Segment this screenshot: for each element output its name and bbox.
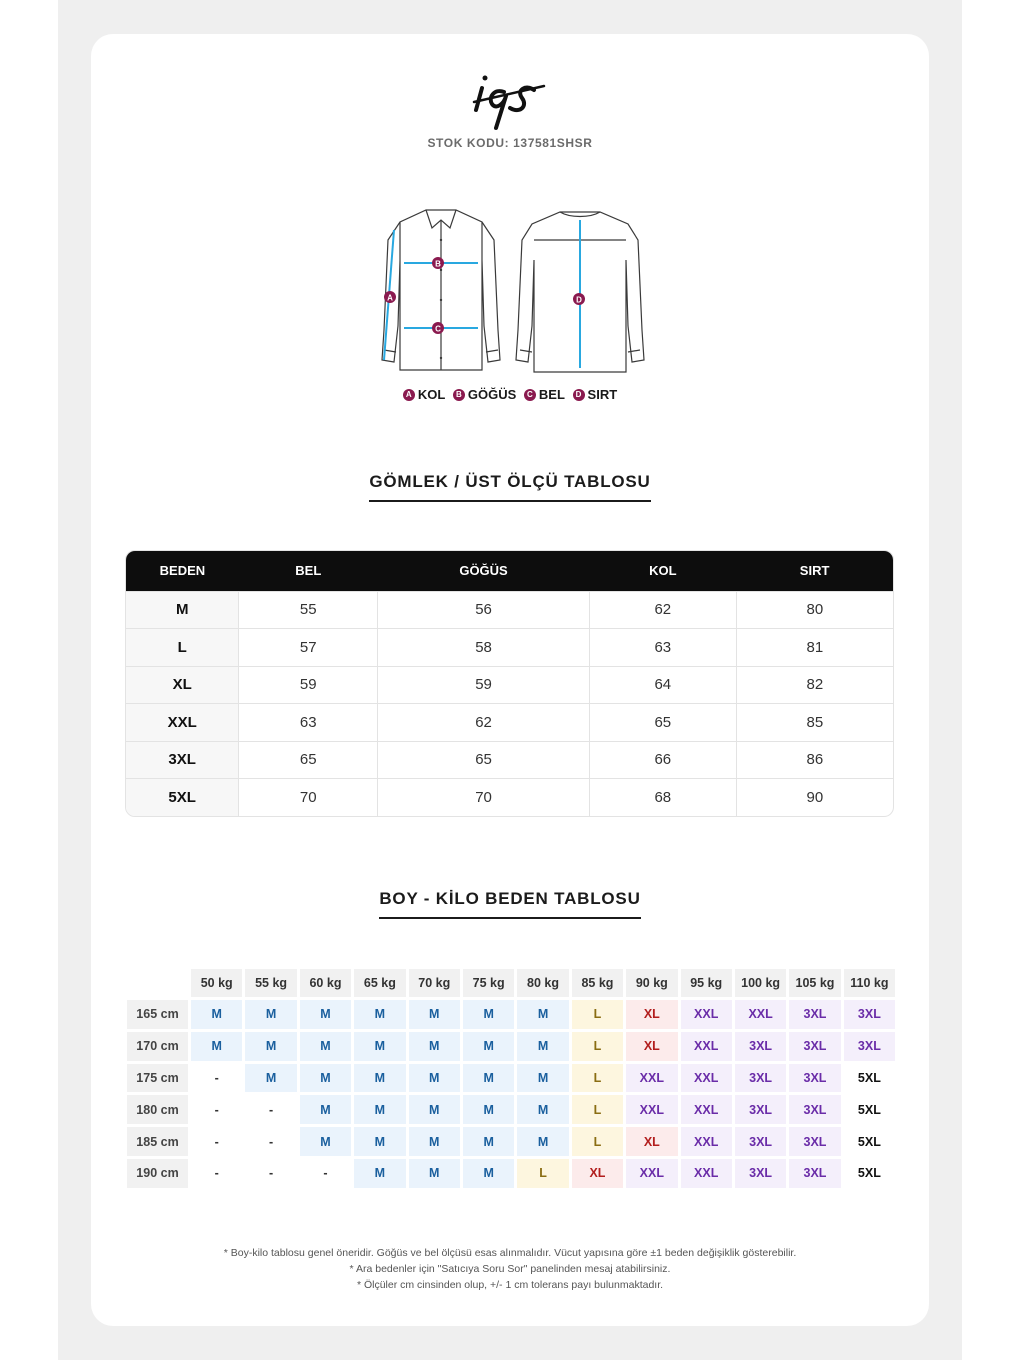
table-row: [127, 1064, 895, 1093]
front-shirt-illustration: [382, 210, 500, 370]
height-header: 165 cm: [127, 1000, 188, 1029]
size-recommendation-cell: -: [191, 1159, 242, 1188]
size-recommendation-cell: M: [354, 1000, 405, 1029]
size-recommendation-cell: -: [245, 1159, 296, 1188]
size-recommendation-cell: M: [354, 1095, 405, 1124]
size-recommendation-cell: 3XL: [844, 1000, 895, 1029]
measure-cell: 57: [239, 629, 378, 667]
size-recommendation-cell: L: [572, 1095, 623, 1124]
size-recommendation-cell: M: [409, 1095, 460, 1124]
size-recommendation-cell: M: [463, 1127, 514, 1156]
size-recommendation-cell: M: [463, 1000, 514, 1029]
weight-header: 90 kg: [626, 969, 677, 997]
size-recommendation-cell: XXL: [735, 1000, 786, 1029]
size-recommendation-cell: 5XL: [844, 1064, 895, 1093]
header-bel: BEL: [239, 551, 378, 591]
measure-cell: 68: [589, 779, 736, 817]
size-recommendation-cell: 3XL: [735, 1127, 786, 1156]
header-kol: KOL: [589, 551, 736, 591]
measure-cell: 62: [589, 591, 736, 629]
size-recommendation-cell: M: [354, 1064, 405, 1093]
measure-cell: 86: [736, 741, 893, 779]
size-recommendation-cell: XXL: [681, 1127, 732, 1156]
weight-header: 100 kg: [735, 969, 786, 997]
measure-cell: 59: [378, 666, 590, 704]
footnote: * Ölçüler cm cinsinden olup, +/- 1 cm tolerans payı bulunmaktadır.: [356, 1279, 664, 1291]
weight-header: 80 kg: [517, 969, 568, 997]
table-row: [127, 1127, 895, 1156]
measure-cell: 59: [239, 666, 378, 704]
size-recommendation-cell: -: [191, 1064, 242, 1093]
size-recommendation-cell: M: [354, 1159, 405, 1188]
size-table-title: [0, 472, 1020, 502]
size-recommendation-cell: XXL: [681, 1000, 732, 1029]
size-recommendation-cell: L: [572, 1000, 623, 1029]
size-recommendation-cell: L: [572, 1127, 623, 1156]
legend-label: KOL: [417, 387, 446, 402]
size-recommendation-cell: 5XL: [844, 1159, 895, 1188]
measure-cell: 64: [589, 666, 736, 704]
measure-cell: 65: [589, 704, 736, 742]
size-cell: 3XL: [126, 741, 239, 779]
size-recommendation-cell: M: [517, 1000, 568, 1029]
header-sirt: SIRT: [736, 551, 893, 591]
size-recommendation-cell: XXL: [681, 1159, 732, 1188]
measure-cell: 65: [239, 741, 378, 779]
size-recommendation-cell: L: [572, 1032, 623, 1061]
table-row: [127, 1000, 895, 1029]
table-row: [126, 666, 893, 704]
measure-cell: 82: [736, 666, 893, 704]
table-row: [126, 779, 893, 817]
measure-cell: 80: [736, 591, 893, 629]
size-table-header-row: [126, 551, 893, 591]
size-recommendation-cell: M: [517, 1064, 568, 1093]
size-recommendation-cell: XXL: [681, 1095, 732, 1124]
size-recommendation-cell: -: [300, 1159, 351, 1188]
weight-header: 50 kg: [191, 969, 242, 997]
measure-cell: 65: [378, 741, 590, 779]
weight-header: 65 kg: [354, 969, 405, 997]
size-recommendation-cell: 3XL: [789, 1032, 840, 1061]
legend-marker: D: [573, 389, 585, 401]
header-gogus: GÖĞÜS: [378, 551, 590, 591]
size-recommendation-cell: M: [300, 1064, 351, 1093]
size-recommendation-cell: M: [245, 1032, 296, 1061]
svg-text:B: B: [435, 259, 441, 269]
size-recommendation-cell: L: [517, 1159, 568, 1188]
size-recommendation-cell: XL: [626, 1127, 677, 1156]
measure-cell: 70: [378, 779, 590, 817]
height-header: 175 cm: [127, 1064, 188, 1093]
height-header: 170 cm: [127, 1032, 188, 1061]
size-recommendation-cell: M: [517, 1095, 568, 1124]
size-recommendation-cell: -: [191, 1127, 242, 1156]
table-row: [127, 1095, 895, 1124]
header-beden: BEDEN: [126, 551, 239, 591]
weight-header: 55 kg: [245, 969, 296, 997]
size-recommendation-cell: M: [300, 1032, 351, 1061]
legend-label: SIRT: [587, 387, 618, 402]
measure-cell: 63: [239, 704, 378, 742]
size-recommendation-cell: XXL: [681, 1064, 732, 1093]
size-recommendation-cell: M: [191, 1000, 242, 1029]
legend-item-sirt: [573, 387, 618, 402]
height-header: 185 cm: [127, 1127, 188, 1156]
size-cell: L: [126, 629, 239, 667]
size-cell: XXL: [126, 704, 239, 742]
table-row: [126, 629, 893, 667]
size-cell: 5XL: [126, 779, 239, 817]
legend-label: BEL: [538, 387, 565, 402]
size-recommendation-cell: XXL: [626, 1095, 677, 1124]
size-recommendation-cell: 3XL: [789, 1159, 840, 1188]
size-table: [125, 550, 894, 817]
shirt-measurement-diagram: [370, 200, 650, 380]
measure-markers: [384, 257, 585, 334]
table-row: [127, 1032, 895, 1061]
size-recommendation-cell: XL: [626, 1000, 677, 1029]
size-recommendation-cell: 3XL: [789, 1000, 840, 1029]
legend-marker: B: [453, 389, 465, 401]
measure-cell: 66: [589, 741, 736, 779]
measurement-legend: [0, 385, 1020, 402]
size-cell: M: [126, 591, 239, 629]
measure-cell: 56: [378, 591, 590, 629]
height-header: 180 cm: [127, 1095, 188, 1124]
measure-cell: 90: [736, 779, 893, 817]
legend-item-kol: [403, 387, 445, 402]
table-row: [127, 1159, 895, 1188]
legend-item-gogus: [453, 387, 516, 402]
footnote: * Boy-kilo tablosu genel öneridir. Göğüs ve bel ölçüsü esas alınmalıdır. Vücut yapısına göre ±1 beden değişiklik gösterebilir.: [223, 1247, 797, 1259]
boy-kilo-table: [124, 966, 898, 1191]
legend-marker: C: [524, 389, 536, 401]
weight-header: 105 kg: [789, 969, 840, 997]
measure-cell: 70: [239, 779, 378, 817]
size-recommendation-cell: L: [572, 1064, 623, 1093]
table-row: [126, 704, 893, 742]
size-recommendation-cell: 3XL: [735, 1159, 786, 1188]
measure-cell: 81: [736, 629, 893, 667]
boy-kilo-table-title: [0, 889, 1020, 919]
size-recommendation-cell: M: [191, 1032, 242, 1061]
size-recommendation-cell: M: [409, 1159, 460, 1188]
stock-code: STOK KODU: 137581SHSR: [427, 136, 593, 150]
legend-marker: A: [403, 389, 415, 401]
weight-header: 70 kg: [409, 969, 460, 997]
measure-cell: 85: [736, 704, 893, 742]
weight-header: 85 kg: [572, 969, 623, 997]
table-row: [126, 591, 893, 629]
svg-text:A: A: [387, 293, 393, 303]
size-table-title-text: GÖMLEK / ÜST ÖLÇÜ TABLOSU: [369, 472, 650, 502]
table-row: [126, 741, 893, 779]
size-recommendation-cell: M: [463, 1095, 514, 1124]
size-recommendation-cell: M: [409, 1064, 460, 1093]
size-recommendation-cell: XXL: [626, 1064, 677, 1093]
size-recommendation-cell: 3XL: [735, 1064, 786, 1093]
size-recommendation-cell: M: [354, 1032, 405, 1061]
size-recommendation-cell: XXL: [681, 1032, 732, 1061]
boy-kilo-header-row: [127, 969, 895, 997]
size-recommendation-cell: M: [409, 1127, 460, 1156]
brand-logo: [470, 66, 550, 132]
size-recommendation-cell: M: [517, 1032, 568, 1061]
size-recommendation-cell: M: [409, 1032, 460, 1061]
height-header: 190 cm: [127, 1159, 188, 1188]
measure-cell: 63: [589, 629, 736, 667]
size-recommendation-cell: M: [300, 1095, 351, 1124]
legend-label: GÖĞÜS: [467, 387, 517, 402]
size-recommendation-cell: XL: [572, 1159, 623, 1188]
svg-text:D: D: [576, 295, 582, 305]
size-recommendation-cell: M: [245, 1064, 296, 1093]
size-recommendation-cell: M: [245, 1000, 296, 1029]
size-recommendation-cell: -: [191, 1095, 242, 1124]
size-recommendation-cell: M: [463, 1032, 514, 1061]
size-recommendation-cell: -: [245, 1095, 296, 1124]
size-recommendation-cell: XL: [626, 1032, 677, 1061]
size-recommendation-cell: M: [463, 1159, 514, 1188]
footnotes: [0, 1245, 1020, 1293]
svg-text:C: C: [435, 324, 441, 334]
footnote: * Ara bedenler için "Satıcıya Soru Sor" panelinden mesaj atabilirsiniz.: [349, 1263, 671, 1275]
boy-kilo-title-text: BOY - KİLO BEDEN TABLOSU: [379, 889, 640, 919]
size-recommendation-cell: M: [463, 1064, 514, 1093]
corner-cell: [127, 969, 188, 997]
size-recommendation-cell: 5XL: [844, 1127, 895, 1156]
size-recommendation-cell: 3XL: [789, 1064, 840, 1093]
size-recommendation-cell: 3XL: [789, 1095, 840, 1124]
size-recommendation-cell: 3XL: [789, 1127, 840, 1156]
size-recommendation-cell: 5XL: [844, 1095, 895, 1124]
measure-cell: 62: [378, 704, 590, 742]
size-recommendation-cell: M: [409, 1000, 460, 1029]
size-recommendation-cell: 3XL: [735, 1095, 786, 1124]
weight-header: 60 kg: [300, 969, 351, 997]
size-recommendation-cell: M: [517, 1127, 568, 1156]
measure-cell: 55: [239, 591, 378, 629]
legend-item-bel: [524, 387, 565, 402]
weight-header: 95 kg: [681, 969, 732, 997]
size-recommendation-cell: M: [300, 1000, 351, 1029]
weight-header: 110 kg: [844, 969, 895, 997]
size-recommendation-cell: XXL: [626, 1159, 677, 1188]
size-cell: XL: [126, 666, 239, 704]
size-recommendation-cell: M: [354, 1127, 405, 1156]
size-recommendation-cell: 3XL: [844, 1032, 895, 1061]
size-recommendation-cell: M: [300, 1127, 351, 1156]
weight-header: 75 kg: [463, 969, 514, 997]
size-recommendation-cell: -: [245, 1127, 296, 1156]
size-recommendation-cell: 3XL: [735, 1032, 786, 1061]
measure-cell: 58: [378, 629, 590, 667]
